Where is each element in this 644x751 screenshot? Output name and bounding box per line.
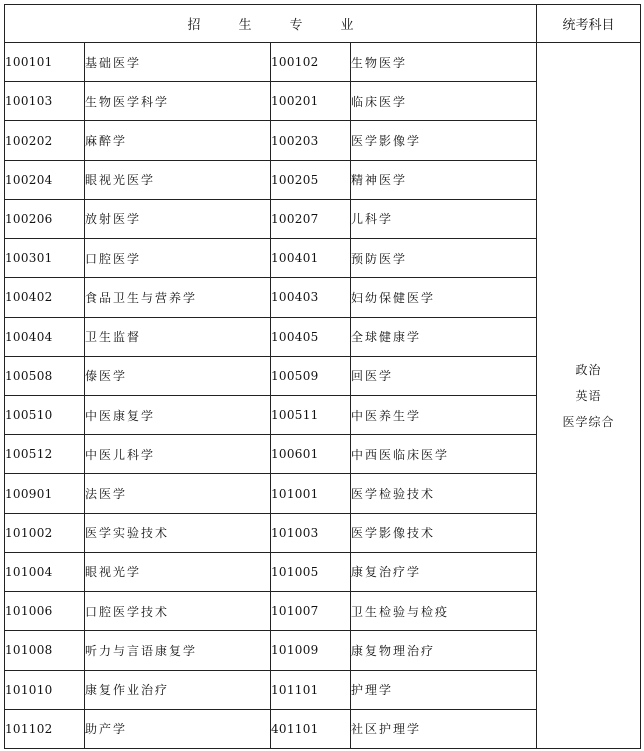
left-major-code: 101010 xyxy=(5,670,85,709)
left-major-name: 助产学 xyxy=(85,709,271,748)
left-major-code: 101002 xyxy=(5,513,85,552)
exam-subject: 医学综合 xyxy=(562,414,615,429)
left-major-name: 康复作业治疗 xyxy=(85,670,271,709)
right-major-code: 101009 xyxy=(271,631,351,670)
right-major-name: 康复物理治疗 xyxy=(351,631,537,670)
right-major-name: 医学影像技术 xyxy=(351,513,537,552)
left-major-code: 100101 xyxy=(5,43,85,82)
right-major-code: 100207 xyxy=(271,199,351,238)
left-major-name: 口腔医学 xyxy=(85,239,271,278)
header-majors: 招生专业 xyxy=(5,5,537,43)
right-major-code: 100201 xyxy=(271,82,351,121)
right-major-name: 回医学 xyxy=(351,356,537,395)
left-major-name: 放射医学 xyxy=(85,199,271,238)
right-major-code: 401101 xyxy=(271,709,351,748)
right-major-name: 社区护理学 xyxy=(351,709,537,748)
left-major-code: 100103 xyxy=(5,82,85,121)
left-major-code: 100301 xyxy=(5,239,85,278)
right-major-code: 101007 xyxy=(271,592,351,631)
left-major-name: 眼视光学 xyxy=(85,552,271,591)
right-major-code: 100509 xyxy=(271,356,351,395)
left-major-name: 听力与言语康复学 xyxy=(85,631,271,670)
right-major-code: 100401 xyxy=(271,239,351,278)
left-major-code: 100202 xyxy=(5,121,85,160)
left-major-name: 中医康复学 xyxy=(85,395,271,434)
left-major-name: 生物医学科学 xyxy=(85,82,271,121)
right-major-code: 100405 xyxy=(271,317,351,356)
right-major-code: 100102 xyxy=(271,43,351,82)
right-major-name: 妇幼保健医学 xyxy=(351,278,537,317)
table-row xyxy=(5,43,641,82)
left-major-name: 卫生监督 xyxy=(85,317,271,356)
right-major-name: 精神医学 xyxy=(351,160,537,199)
left-major-name: 基础医学 xyxy=(85,43,271,82)
right-major-name: 医学影像学 xyxy=(351,121,537,160)
right-major-code: 101003 xyxy=(271,513,351,552)
right-major-code: 101101 xyxy=(271,670,351,709)
right-major-name: 儿科学 xyxy=(351,199,537,238)
exam-subject: 政治 xyxy=(575,362,602,377)
left-major-name: 医学实验技术 xyxy=(85,513,271,552)
right-major-code: 100601 xyxy=(271,435,351,474)
header-row xyxy=(5,5,641,43)
right-major-name: 中西医临床医学 xyxy=(351,435,537,474)
right-major-name: 临床医学 xyxy=(351,82,537,121)
left-major-name: 麻醉学 xyxy=(85,121,271,160)
right-major-name: 中医养生学 xyxy=(351,395,537,434)
right-major-name: 卫生检验与检疫 xyxy=(351,592,537,631)
right-major-code: 101001 xyxy=(271,474,351,513)
left-major-name: 傣医学 xyxy=(85,356,271,395)
left-major-name: 口腔医学技术 xyxy=(85,592,271,631)
left-major-code: 101006 xyxy=(5,592,85,631)
right-major-name: 全球健康学 xyxy=(351,317,537,356)
left-major-code: 101008 xyxy=(5,631,85,670)
left-major-code: 100402 xyxy=(5,278,85,317)
header-exam-subjects: 统考科目 xyxy=(537,5,641,43)
left-major-name: 法医学 xyxy=(85,474,271,513)
right-major-code: 100205 xyxy=(271,160,351,199)
left-major-name: 食品卫生与营养学 xyxy=(85,278,271,317)
left-major-code: 101102 xyxy=(5,709,85,748)
right-major-name: 康复治疗学 xyxy=(351,552,537,591)
right-major-name: 医学检验技术 xyxy=(351,474,537,513)
left-major-code: 100206 xyxy=(5,199,85,238)
left-major-code: 100204 xyxy=(5,160,85,199)
left-major-code: 100901 xyxy=(5,474,85,513)
exam-subject: 英语 xyxy=(575,388,602,403)
right-major-code: 101005 xyxy=(271,552,351,591)
left-major-name: 中医儿科学 xyxy=(85,435,271,474)
right-major-name: 护理学 xyxy=(351,670,537,709)
left-major-code: 100508 xyxy=(5,356,85,395)
right-major-code: 100403 xyxy=(271,278,351,317)
left-major-name: 眼视光医学 xyxy=(85,160,271,199)
left-major-code: 100404 xyxy=(5,317,85,356)
table-body xyxy=(5,43,641,749)
right-major-name: 预防医学 xyxy=(351,239,537,278)
right-major-code: 100203 xyxy=(271,121,351,160)
left-major-code: 101004 xyxy=(5,552,85,591)
right-major-code: 100511 xyxy=(271,395,351,434)
left-major-code: 100512 xyxy=(5,435,85,474)
right-major-name: 生物医学 xyxy=(351,43,537,82)
left-major-code: 100510 xyxy=(5,395,85,434)
exam-subjects-cell xyxy=(537,43,641,749)
majors-table xyxy=(4,4,641,749)
